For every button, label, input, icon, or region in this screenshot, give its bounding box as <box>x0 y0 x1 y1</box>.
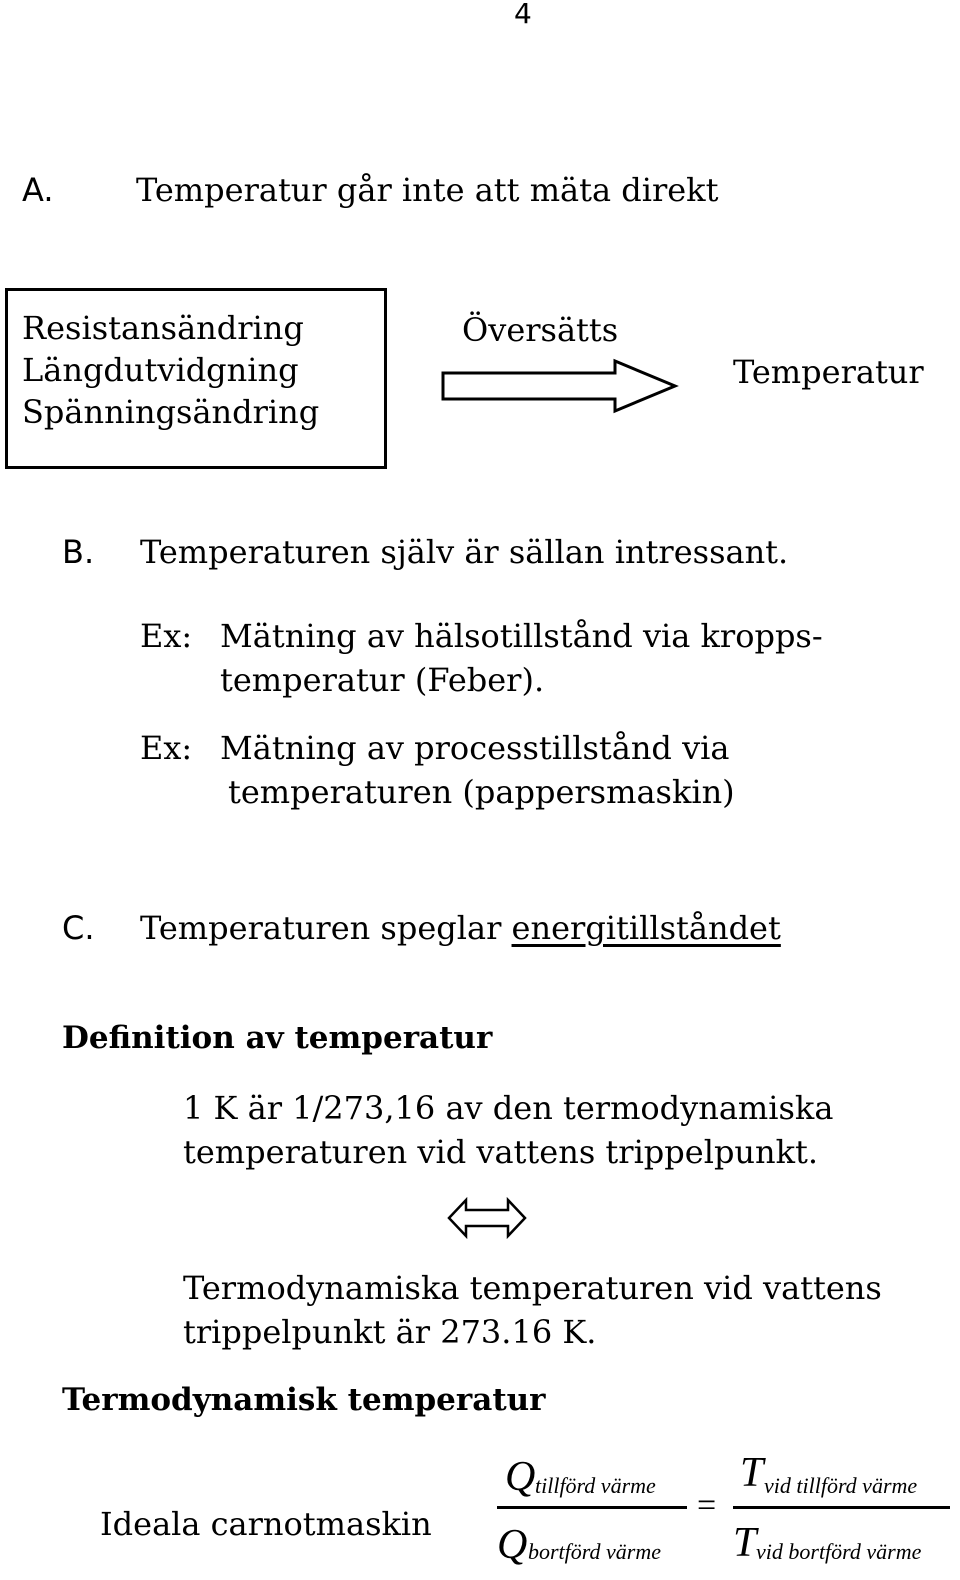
example-line: temperaturen (pappersmaskin) <box>228 773 735 811</box>
right-arrow-icon <box>440 358 680 414</box>
fraction-bar-left <box>497 1506 687 1509</box>
arrow-target: Temperatur <box>733 353 924 391</box>
box-item: Resistansändring <box>22 309 304 347</box>
section-c-text <box>140 908 781 950</box>
arrow-label: Översätts <box>462 311 619 349</box>
definition-heading: Definition av temperatur <box>62 1020 493 1056</box>
definition-line: 1 K är 1/273,16 av den termodynamiska <box>183 1089 834 1127</box>
fraction-bar-right <box>733 1506 950 1509</box>
box-item: Spänningsändring <box>22 393 320 431</box>
section-c-underlined: energitillståndet <box>511 909 781 947</box>
example-line: temperatur (Feber). <box>220 661 545 699</box>
definition-line: Termodynamiska temperaturen vid vattens <box>183 1269 882 1307</box>
q-symbol: Q <box>497 1522 528 1568</box>
t-bottom-subscript: vid bortförd värme <box>756 1539 922 1564</box>
example-line: Mätning av hälsotillstånd via kropps- <box>220 617 823 655</box>
section-b-label: B. <box>62 533 95 571</box>
box-item: Längdutvidgning <box>22 351 299 389</box>
t-symbol: T <box>733 1520 757 1566</box>
q-bottom-subscript: bortförd värme <box>528 1539 662 1564</box>
section-c-main: Temperaturen speglar <box>140 909 502 947</box>
equals-sign: = <box>697 1487 717 1524</box>
q-top-subscript: tillförd värme <box>535 1473 656 1498</box>
t-symbol: T <box>740 1450 764 1496</box>
measurement-box <box>5 288 387 469</box>
double-arrow-icon <box>446 1196 528 1240</box>
t-top-subscript: vid tillförd värme <box>764 1473 918 1498</box>
example-prefix: Ex: <box>140 729 193 767</box>
carnot-label: Ideala carnotmaskin <box>100 1505 432 1543</box>
example-prefix: Ex: <box>140 617 193 655</box>
section-a-label: A. <box>22 171 54 209</box>
section-c-label: C. <box>62 909 95 947</box>
thermo-heading: Termodynamisk temperatur <box>62 1382 546 1418</box>
section-b-text: Temperaturen själv är sällan intressant. <box>140 533 789 571</box>
definition-line: temperaturen vid vattens trippelpunkt. <box>183 1133 819 1171</box>
q-symbol: Q <box>505 1454 536 1500</box>
definition-line: trippelpunkt är 273.16 K. <box>183 1313 597 1351</box>
section-a-text: Temperatur går inte att mäta direkt <box>136 171 719 209</box>
example-line: Mätning av processtillstånd via <box>220 729 730 767</box>
page-number: 4 <box>514 0 532 30</box>
